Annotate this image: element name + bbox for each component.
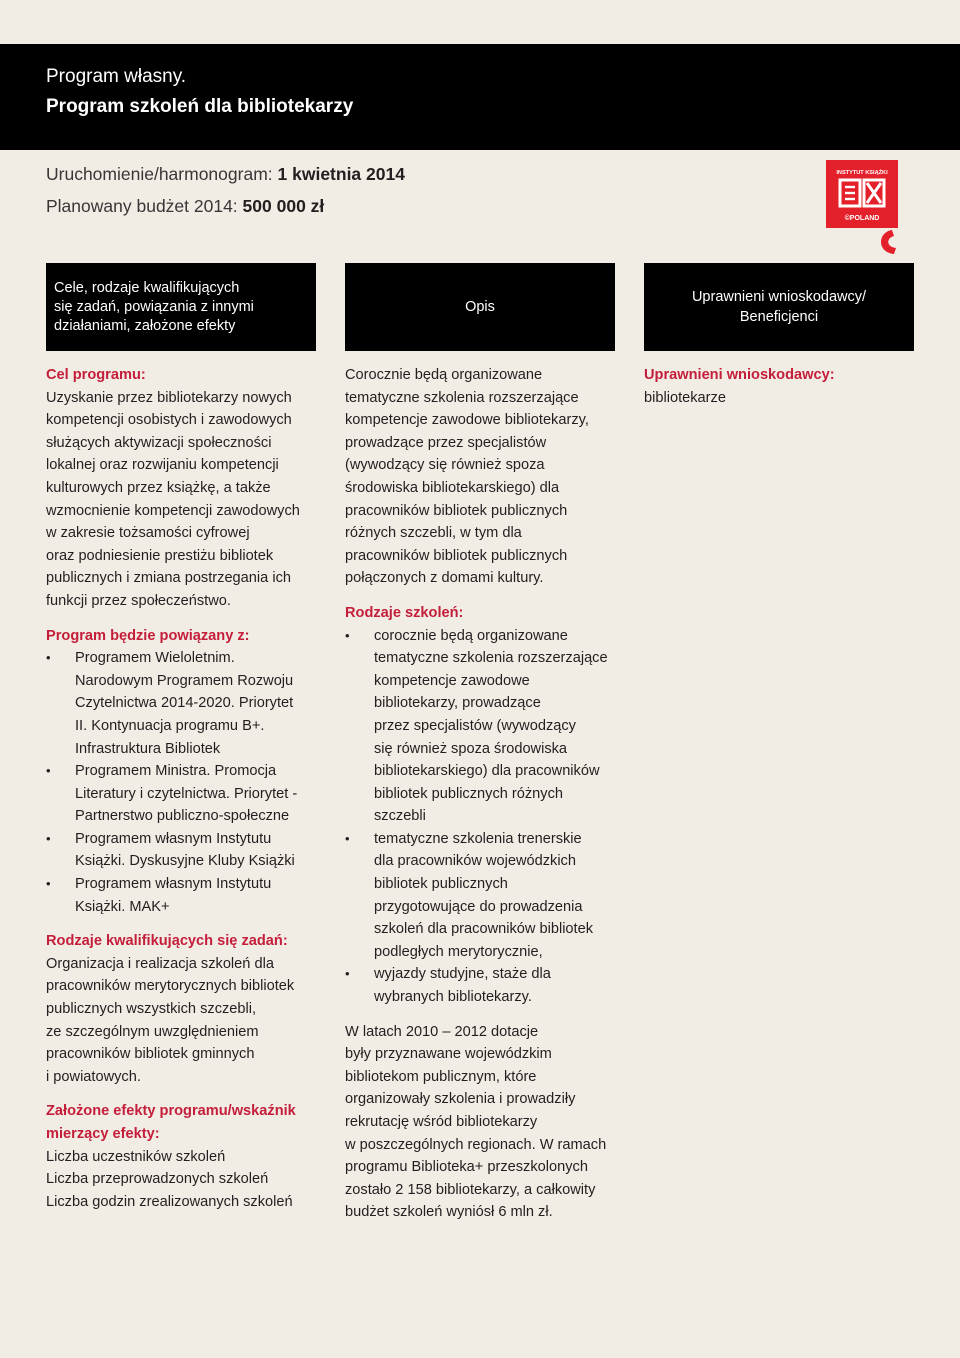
- program-title: Program szkoleń dla bibliotekarzy: [46, 96, 354, 117]
- text-line: Liczba godzin zrealizowanych szkoleń: [46, 1193, 293, 1210]
- beneficiaries-heading: Uprawnieni wnioskodawcy:: [644, 367, 835, 383]
- logo-text-top: INSTYTUT KSIĄŻKI: [836, 170, 888, 176]
- text-line: różnych szczebli, w tym dla: [345, 525, 522, 542]
- description-column: [345, 364, 635, 1224]
- beneficiaries-value: bibliotekarze: [644, 389, 726, 406]
- launch-label: Uruchomienie/harmonogram:: [46, 164, 273, 184]
- related-list: [46, 647, 336, 918]
- text-line: Książki. MAK+: [75, 898, 170, 915]
- text-line: środowiska bibliotekarskiego) dla: [345, 479, 560, 496]
- text-line: W latach 2010 – 2012 dotacje: [345, 1023, 539, 1040]
- text-line: bibliotek publicznych różnych: [374, 785, 564, 802]
- text-line: II. Kontynuacja programu B+.: [75, 717, 265, 734]
- text-line: zostało 2 158 bibliotekarzy, a całkowity: [345, 1181, 596, 1198]
- text-line: • Programem Wieloletnim.: [75, 650, 235, 667]
- text-line: Organizacja i realizacja szkoleń dla: [46, 955, 274, 972]
- goals-column: [46, 364, 336, 1213]
- text-line: • Programem własnym Instytutu: [75, 830, 272, 847]
- text-line: • Programem własnym Instytutu: [75, 876, 272, 893]
- list-item: [46, 873, 336, 918]
- text-line: pracowników merytorycznych bibliotek: [46, 978, 295, 995]
- text-line: były przyznawane wojewódzkim: [345, 1046, 552, 1063]
- text-line: Liczba przeprowadzonych szkoleń: [46, 1171, 269, 1188]
- text-line: przygotowujące do prowadzenia: [374, 898, 583, 915]
- text-line: kompetencje zawodowe bibliotekarzy,: [345, 412, 589, 429]
- text-line: rekrutację wśród bibliotekarzy: [345, 1114, 538, 1130]
- text-line: pracowników bibliotek publicznych: [345, 502, 568, 519]
- text-line: pracowników bibliotek publicznych: [345, 547, 568, 564]
- text-line: prowadzące przez specjalistów: [345, 434, 547, 451]
- text-line: lokalnej oraz rozwijaniu kompetencji: [46, 457, 279, 474]
- budget-label: Planowany budżet 2014:: [46, 196, 238, 216]
- text-line: publicznych wszystkich szczebli,: [46, 1001, 257, 1018]
- text-line: w poszczególnych regionach. W ramach: [345, 1136, 607, 1153]
- tasks-heading: Rodzaje kwalifikujących się zadań:: [46, 933, 288, 950]
- text-line: pracowników bibliotek gminnych: [46, 1046, 255, 1063]
- list-item: [46, 828, 336, 873]
- history-text: [345, 1021, 635, 1224]
- instytut-ksiazki-logo-icon: [826, 160, 898, 256]
- related-heading: Program będzie powiązany z:: [46, 627, 250, 644]
- text-line: Uzyskanie przez bibliotekarzy nowych: [46, 389, 292, 406]
- text-line: połączonych z domami kultury.: [345, 570, 544, 587]
- types-list: [345, 625, 635, 1009]
- text-line: podległych merytorycznie,: [374, 943, 543, 960]
- text-line: • corocznie będą organizowane: [374, 627, 568, 644]
- text-line: Założone efekty programu/wskaźnik: [46, 1103, 296, 1120]
- list-item: [345, 963, 635, 1008]
- list-item: [345, 625, 635, 828]
- text-line: Partnerstwo publiczno-społeczne: [75, 808, 290, 825]
- text-line: mierzący efekty:: [46, 1126, 160, 1142]
- text-line: organizowały szkolenia i prowadziły: [345, 1091, 576, 1108]
- text-line: się również spoza środowiska: [374, 740, 568, 757]
- text-line: Książki. Dyskusyjne Kluby Książki: [75, 853, 295, 870]
- text-line: kompetencje zawodowe: [374, 672, 530, 689]
- text-line: wzmocnienie kompetencji zawodowych: [46, 502, 300, 519]
- text-line: bibliotekarzy, prowadzące: [374, 695, 541, 712]
- text-line: Czytelnictwa 2014-2020. Priorytet: [75, 695, 294, 712]
- text-line: (wywodzący się również spoza: [345, 457, 545, 474]
- text-line: i powiatowych.: [46, 1068, 141, 1085]
- text-line: tematyczne szkolenia rozszerzające: [345, 389, 579, 406]
- title-bar: [0, 44, 960, 150]
- intro-text: [345, 364, 635, 590]
- text-line: budżet szkoleń wyniósł 6 mln zł.: [345, 1204, 553, 1221]
- text-line: funkcji przez społeczeństwo.: [46, 592, 231, 609]
- text-line: • Programem Ministra. Promocja: [75, 763, 277, 780]
- goal-text: [46, 387, 336, 613]
- text-line: bibliotek publicznych: [374, 876, 508, 893]
- program-type: Program własny.: [46, 66, 187, 87]
- types-heading: Rodzaje szkoleń:: [345, 604, 464, 621]
- tasks-text: [46, 953, 336, 1089]
- launch-info: [46, 164, 405, 185]
- text-line: ze szczególnym uwzględnieniem: [46, 1023, 259, 1040]
- list-item: [345, 828, 635, 964]
- header-description: [345, 263, 615, 351]
- text-line: kulturowych przez książkę, a także: [46, 479, 271, 496]
- text-line: Narodowym Programem Rozwoju: [75, 672, 294, 689]
- header-goals: [46, 263, 316, 351]
- header-beneficiaries-text: Uprawnieni wnioskodawcy/ Beneficjenci: [691, 289, 867, 325]
- text-line: • wyjazdy studyjne, staże dla: [374, 966, 551, 983]
- launch-value: 1 kwietnia 2014: [277, 164, 405, 184]
- logo-text-bottom: ©POLAND: [844, 215, 880, 222]
- text-line: publicznych i zmiana postrzegania ich: [46, 570, 291, 587]
- text-line: oraz podniesienie prestiżu bibliotek: [46, 547, 274, 564]
- text-line: przez specjalistów (wywodzący: [374, 717, 576, 734]
- text-line: bibliotekom publicznym, które: [345, 1068, 537, 1085]
- text-line: • tematyczne szkolenia trenerskie: [374, 830, 582, 847]
- effects-text: [46, 1146, 336, 1214]
- goal-heading: Cel programu:: [46, 367, 146, 383]
- text-line: Infrastruktura Bibliotek: [75, 740, 221, 757]
- list-item: [46, 760, 336, 828]
- text-line: wybranych bibliotekarzy.: [374, 989, 532, 1006]
- text-line: programu Biblioteka+ przeszkolonych: [345, 1159, 588, 1176]
- beneficiaries-column: [644, 364, 924, 409]
- text-line: Literatury i czytelnictwa. Priorytet -: [75, 785, 298, 802]
- text-line: bibliotekarskiego) dla pracowników: [374, 763, 600, 780]
- text-line: Liczba uczestników szkoleń: [46, 1148, 226, 1165]
- text-line: szczebli: [374, 808, 426, 825]
- text-line: w zakresie tożsamości cyfrowej: [46, 525, 250, 542]
- text-line: szkoleń dla pracowników bibliotek: [374, 921, 594, 938]
- budget-info: [46, 196, 324, 217]
- header-description-text: Opis: [465, 299, 495, 315]
- text-line: kompetencji osobistych i zawodowych: [46, 412, 292, 429]
- text-line: dla pracowników wojewódzkich: [374, 853, 576, 870]
- list-item: [46, 647, 336, 760]
- budget-value: 500 000 zł: [242, 196, 325, 216]
- text-line: służących aktywizacji społeczności: [46, 434, 272, 451]
- text-line: tematyczne szkolenia rozszerzające: [374, 650, 608, 667]
- text-line: Corocznie będą organizowane: [345, 367, 543, 383]
- effects-heading: [46, 1100, 336, 1145]
- header-goals-text: Cele, rodzaje kwalifikujących się zadań, powiązania z innymi działaniami, założone efekty: [54, 279, 254, 334]
- header-beneficiaries: [644, 263, 914, 351]
